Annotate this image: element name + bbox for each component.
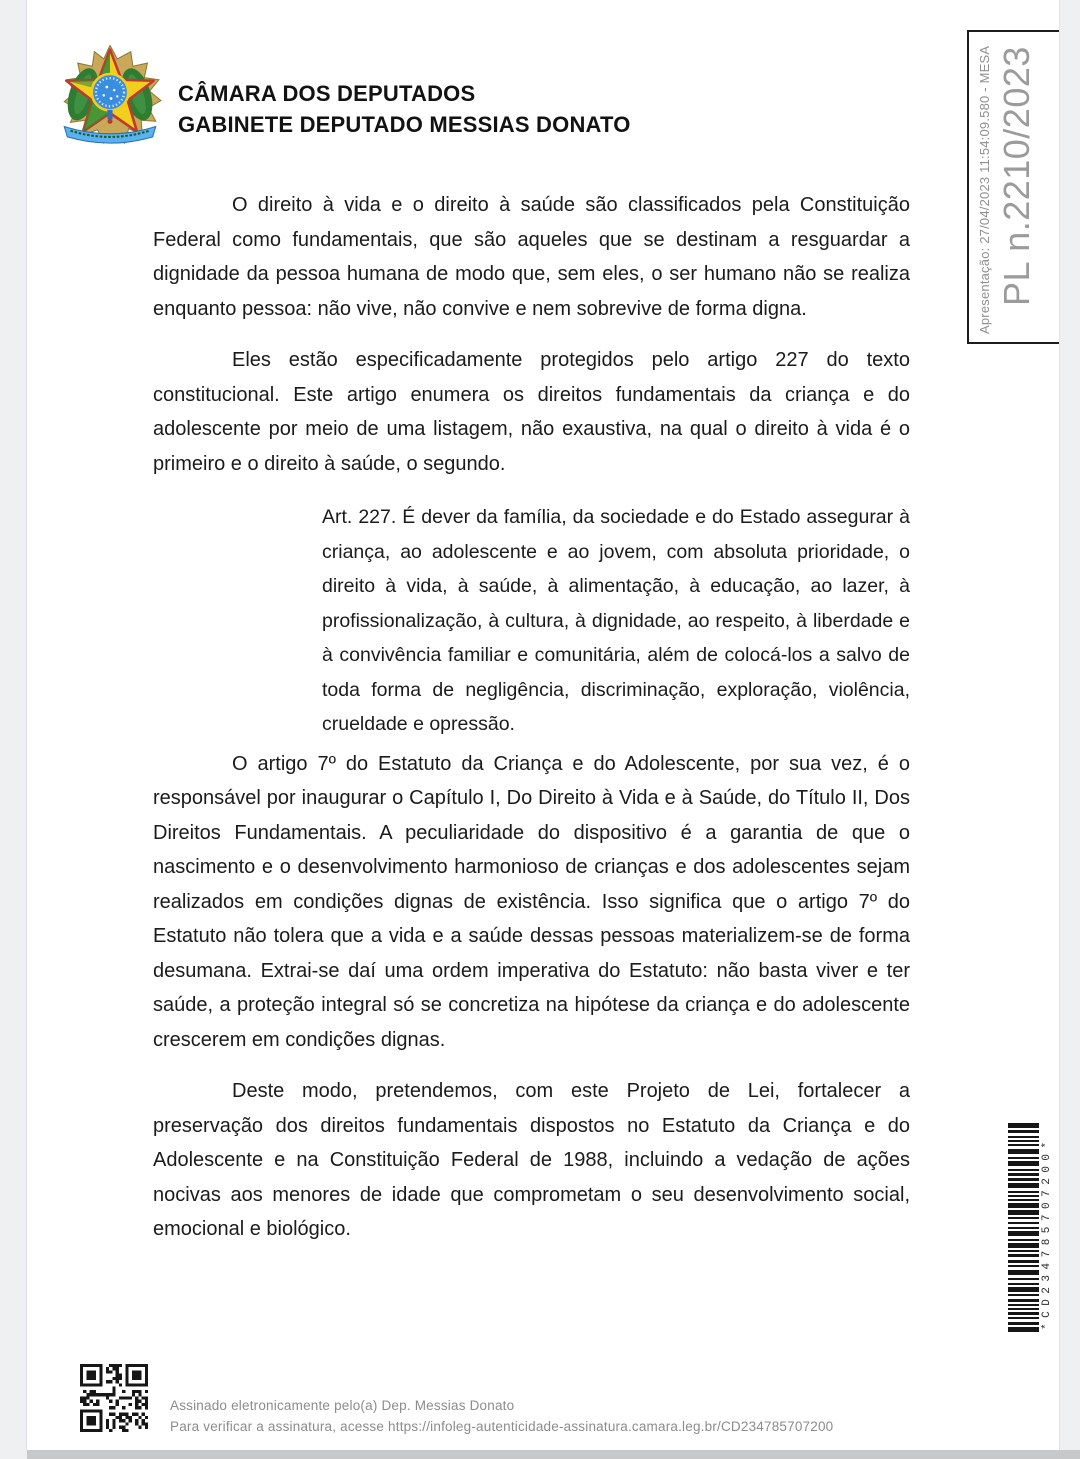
barcode-bar bbox=[1008, 1130, 1039, 1133]
barcode-bar bbox=[1008, 1183, 1039, 1188]
org-title: CÂMARA DOS DEPUTADOS bbox=[178, 81, 476, 106]
barcode-bar bbox=[1008, 1161, 1039, 1166]
barcode-bar bbox=[1008, 1287, 1039, 1292]
barcode-bar bbox=[1008, 1149, 1039, 1154]
document-header bbox=[178, 78, 631, 140]
barcode-bar bbox=[1008, 1231, 1039, 1236]
signed-by-line: Assinado eletronicamente pelo(a) Dep. Messias Donato bbox=[170, 1398, 515, 1413]
barcode-bar bbox=[1008, 1317, 1039, 1319]
barcode-bar bbox=[1008, 1169, 1039, 1171]
brazil-coat-of-arms-logo bbox=[58, 45, 162, 155]
barcode bbox=[1008, 1123, 1039, 1330]
paragraph: O artigo 7º do Estatuto da Criança e do Adolescente, por sua vez, é o responsável por inaugurar o Capítulo I, Do Direito à Vida e à Saúde, do Título II, Dos Direitos Fundamentais. A peculiaridade do dispositivo é a garantia de que o nascimento e o desenvolvimento harmonioso de crianças e dos adolescentes sejam realizados em condições dignas de existência. Isso significa que o artigo 7º do Estatuto não tolera que a vida e a saúde dessas pessoas materializem-se de forma desumana. Extrai-se daí uma ordem imperativa do Estatuto: não basta viver e ter saúde, a proteção integral só se concretiza na hipótese da criança e do adolescente crescerem em condições dignas. bbox=[153, 752, 910, 1051]
barcode-bar bbox=[1008, 1217, 1039, 1219]
barcode-bar bbox=[1008, 1312, 1039, 1315]
barcode-bar bbox=[1008, 1270, 1039, 1275]
barcode-bar bbox=[1008, 1265, 1039, 1267]
barcode-bar bbox=[1008, 1222, 1039, 1224]
signature-footer bbox=[170, 1396, 833, 1437]
barcode-bar bbox=[1008, 1203, 1039, 1208]
document-body bbox=[153, 188, 910, 1264]
barcode-bar bbox=[1008, 1278, 1039, 1280]
barcode-bar bbox=[1008, 1299, 1039, 1302]
presentation-stamp bbox=[967, 30, 1059, 344]
qr-code bbox=[80, 1363, 148, 1433]
barcode-bar bbox=[1008, 1178, 1039, 1181]
document-page bbox=[27, 0, 1059, 1450]
barcode-bar bbox=[1008, 1243, 1039, 1248]
paragraph: Deste modo, pretendemos, com este Projeto de Lei, fortalecer a preservação dos direitos fundamentais dispostos no Estatuto da Criança e do Adolescente e na Constituição Federal de 1988, incluindo a vedação de ações nocivas aos menores de idade que comprometam o seu desenvolvimento social, emocional e biológico. bbox=[153, 1080, 910, 1240]
paragraph: Eles estão especificadamente protegidos pelo artigo 227 do texto constitucional. Este artigo enumera os direitos fundamentais da criança e do adolescente por meio de uma listagem, não exaustiva, na qual o direito à vida é o primeiro e o direito à saúde, o segundo. bbox=[153, 349, 910, 475]
office-title: GABINETE DEPUTADO MESSIAS DONATO bbox=[178, 112, 631, 137]
barcode-bar bbox=[1008, 1250, 1039, 1252]
page-bottom-edge bbox=[27, 1450, 1080, 1459]
barcode-bar bbox=[1008, 1191, 1039, 1193]
barcode-bar bbox=[1008, 1327, 1039, 1332]
verify-url-line: Para verificar a assinatura, acesse https://infoleg-autenticidade-assinatura.camara.leg.br/CD234785707200 bbox=[170, 1418, 834, 1434]
paragraph: O direito à vida e o direito à saúde são classificados pela Constituição Federal como fundamentais, que são aqueles que se destinam a resguardar a dignidade da pessoa humana de modo que, sem eles, o ser humano não se realiza enquanto pessoa: não vive, não convive e nem sobrevive de forma digna. bbox=[153, 194, 910, 320]
barcode-bar bbox=[1008, 1239, 1039, 1241]
barcode-bar bbox=[1008, 1140, 1039, 1142]
legal-quote-art-227: Art. 227. É dever da família, da sociedade e do Estado assegurar à criança, ao adolescente e ao jovem, com absoluta prioridade, o direito à vida, à saúde, à alimentação, à educação, ao lazer, à profissionalização, à cultura, à dignidade, ao respeito, à liberdade e à convivência familiar e comunitária, além de colocá-los a salvo de toda forma de negligência, discriminação, exploração, violência, crueldade e opressão. bbox=[322, 506, 910, 735]
barcode-bar bbox=[1008, 1123, 1039, 1128]
barcode-bar bbox=[1008, 1136, 1039, 1138]
barcode-bar bbox=[1008, 1157, 1039, 1159]
barcode-bar bbox=[1008, 1294, 1039, 1296]
barcode-bar bbox=[1008, 1210, 1039, 1215]
barcode-bar bbox=[1008, 1173, 1039, 1176]
barcode-bar bbox=[1008, 1304, 1039, 1306]
barcode-bar bbox=[1008, 1283, 1039, 1285]
barcode-bar bbox=[1008, 1322, 1039, 1325]
barcode-bar bbox=[1008, 1254, 1039, 1257]
presentation-timestamp: Apresentação: 27/04/2023 11:54:09.580 - MESA bbox=[977, 45, 992, 334]
barcode-label: *CD234785707200* bbox=[1041, 1136, 1053, 1330]
barcode-bar bbox=[1008, 1260, 1039, 1263]
barcode-bar bbox=[1008, 1227, 1039, 1229]
barcode-bar bbox=[1008, 1144, 1039, 1146]
barcode-bar bbox=[1008, 1199, 1039, 1201]
barcode-bar bbox=[1008, 1195, 1039, 1197]
barcode-bar bbox=[1008, 1308, 1039, 1310]
bill-number: PL n.2210/2023 bbox=[996, 46, 1037, 306]
